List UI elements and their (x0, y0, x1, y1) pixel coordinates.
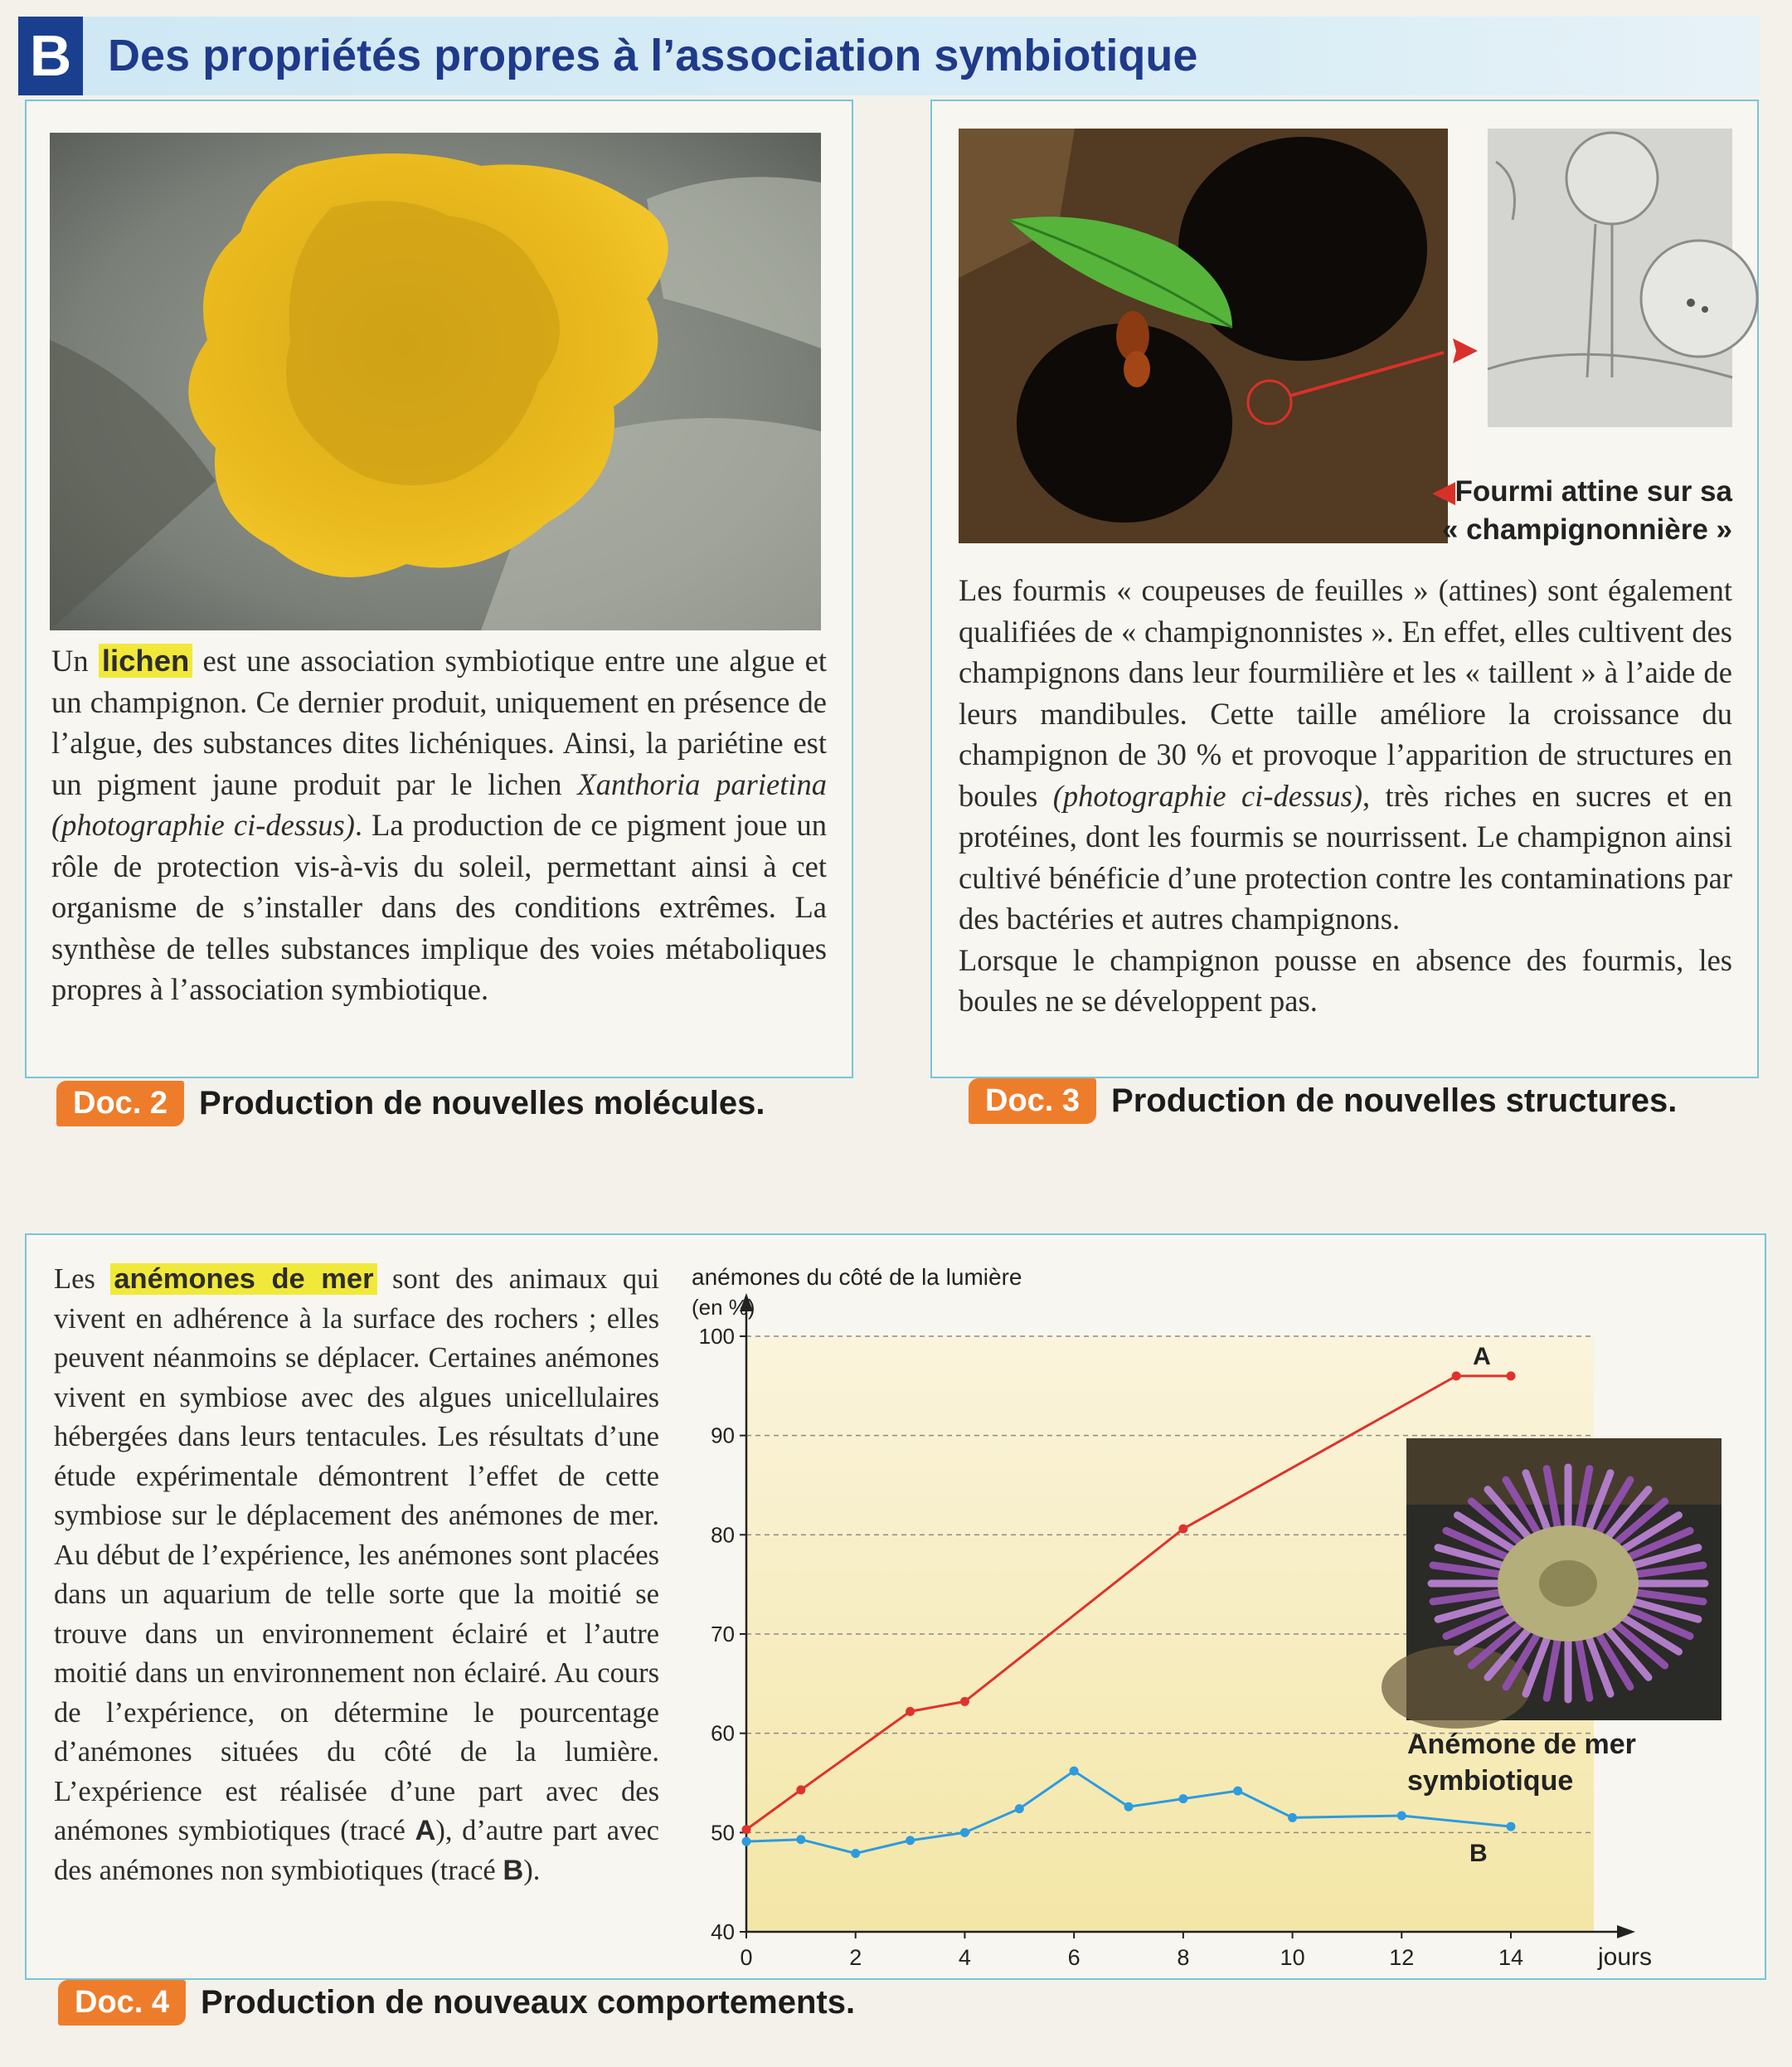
anemone-photo (1406, 1438, 1722, 1720)
series-A-point (1178, 1525, 1187, 1534)
series-b-label: B (1469, 1840, 1488, 1868)
series-B-point (960, 1828, 969, 1837)
series-B-point (851, 1849, 860, 1858)
series-B-point (1507, 1822, 1516, 1831)
keyword-anemones[interactable]: anémones de mer (110, 1263, 376, 1295)
anemone-caption-line-2: symbiotique (1407, 1765, 1574, 1797)
x-tick-label-2: 2 (849, 1945, 862, 1970)
doc3-text-last: Lorsque le champignon pousse en absence des fourmis, les boules ne se développent pas. (959, 942, 1732, 1018)
series-B-point (1397, 1811, 1406, 1820)
y-tick-label-50: 50 (711, 1820, 735, 1846)
x-tick-label-4: 4 (958, 1945, 971, 1970)
doc4-text-end: ). (523, 1854, 541, 1886)
x-tick-label-14: 14 (1498, 1945, 1524, 1970)
doc4-tag: Doc. 4 (58, 1980, 186, 2026)
doc4-label (58, 1980, 855, 2026)
caption-pointer-icon: ◀ (1433, 476, 1455, 508)
y-tick-label-100: 100 (698, 1324, 735, 1349)
doc2-text-start: Un (51, 644, 99, 678)
doc3-text-end: , très riches en sucres et en protéines, dont les fourmis se nourrissent. Le champignon ainsi cultivé bénéficie d’une protection contre les contaminations par des bactéries et autres champignons. (959, 778, 1733, 936)
section-title: Des propriétés propres à l’association symbiotique (108, 31, 1198, 80)
series-B-point (796, 1835, 805, 1844)
section-header (18, 17, 1760, 95)
doc4-title: Production de nouveaux comportements. (201, 1984, 856, 2021)
y-tick-label-90: 90 (711, 1423, 735, 1448)
series-B-point (1124, 1802, 1134, 1812)
series-a-label: A (1473, 1342, 1491, 1370)
x-tick-label-12: 12 (1389, 1945, 1415, 1970)
keyword-lichen[interactable]: lichen (99, 644, 192, 678)
doc2-title: Production de nouvelles molécules. (199, 1085, 765, 1121)
ant-photo-caption (1433, 473, 1732, 549)
doc3-text-italic: (photographie ci-dessus) (1052, 778, 1362, 813)
doc4-paragraph (54, 1260, 659, 1890)
doc3-title: Production de nouvelles structures. (1111, 1082, 1678, 1119)
trace-b-ref: B (503, 1854, 524, 1886)
trace-a-ref: A (415, 1815, 436, 1846)
x-tick-label-10: 10 (1280, 1945, 1305, 1970)
doc3-paragraph (959, 570, 1732, 1022)
y-tick-label-60: 60 (711, 1720, 735, 1746)
y-tick-label-70: 70 (711, 1622, 735, 1646)
doc2-paragraph (51, 640, 827, 1010)
section-letter: B (18, 17, 83, 95)
doc4-box (25, 1233, 1766, 1980)
series-B-point (742, 1837, 751, 1846)
series-B-point (1178, 1794, 1187, 1803)
doc2-text-end: . La production de ce pigment joue un rôle de protection vis-à-vis du soleil, permettant ainsi à cet organisme de s’installer dans des conditions extrêmes. La synthèse de telles substances implique des voies métaboliques propres à l’association symbiotique. (51, 808, 827, 1006)
lichen-photo (50, 133, 821, 630)
series-A-point (742, 1825, 751, 1834)
y-axis-label-line1: anémones du côté de la lumière (692, 1264, 1022, 1290)
arrow-icon (1453, 338, 1478, 363)
doc4-text-main: sont des animaux qui vivent en adhérence à la surface des rochers ; elles peuvent néanmoins se déplacer. Certaines anémones vivent en symbiose avec des algues unicellulaires hébergées dans leurs tentacules. Les résultats d’une étude expérimentale démontrent l’effet de cette symbiose sur le déplacement des anémones de mer. Au début de l’expérience, les anémones sont placées dans un aquarium de telle sorte que la moitié se trouve dans un environnement éclairé et l’autre moitié dans un environnement non éclairé. Au cours de l’expérience, on détermine le pourcentage d’anémones situées du côté de la lumière. L’expérience est réalisée d’une part avec des anémones symbiotiques (tracé (54, 1263, 659, 1846)
anemone-photo-caption (1407, 1726, 1636, 1799)
doc3-text-main: Les fourmis « coupeuses de feuilles » (attines) sont également qualifiées de « champignonnistes ». En effet, elles cultivent des champignons dans leur fourmilière et les « taillent » à l’aide de leurs mandibules. Cette taille améliore la croissance du champignon de 30 % et provoque l’apparition de structures en boules (959, 573, 1732, 813)
series-B-point (1070, 1767, 1079, 1776)
doc2-text-main: est une association symbiotique entre une algue et un champignon. Ce dernier produit, uniquement en présence de l’algue, des substances dites lichéniques. Ainsi, la pariétine est un pigment jaune produit par le lichen (51, 644, 827, 801)
series-B-point (1288, 1813, 1297, 1822)
doc4-text-start: Les (54, 1263, 111, 1295)
doc2-tag: Doc. 2 (56, 1081, 184, 1126)
x-tick-label-6: 6 (1067, 1945, 1081, 1970)
x-axis-arrow-icon (1617, 1925, 1635, 1938)
anemone-caption-line-1: Anémone de mer (1407, 1729, 1636, 1760)
y-axis-label-line2: (en %) (692, 1295, 755, 1320)
series-A-point (1452, 1371, 1461, 1380)
caption-line-1: Fourmi attine sur sa (1454, 475, 1732, 508)
doc2-label (56, 1081, 765, 1126)
x-tick-label-0: 0 (740, 1945, 753, 1970)
caption-line-2: « champignonnière » (1441, 513, 1732, 546)
x-tick-label-8: 8 (1177, 1945, 1190, 1970)
doc2-box (25, 100, 853, 1078)
doc4-text-mid: ), d’autre part avec des anémones non symbiotiques (tracé (54, 1815, 659, 1886)
series-A-point (960, 1697, 969, 1706)
series-A-point (796, 1785, 805, 1794)
doc3-tag: Doc. 3 (969, 1078, 1096, 1124)
doc3-box (930, 100, 1759, 1078)
y-tick-label-40: 40 (711, 1919, 735, 1944)
ant-photo (959, 129, 1448, 543)
series-B-point (906, 1836, 915, 1845)
y-tick-label-80: 80 (711, 1522, 735, 1548)
series-B-point (1233, 1787, 1242, 1796)
x-axis-label: jours (1598, 1943, 1653, 1971)
series-B-point (1015, 1804, 1024, 1813)
doc3-label (969, 1078, 1677, 1124)
fungus-micrograph (1488, 129, 1732, 427)
series-A-point (906, 1707, 915, 1716)
doc2-text-italic: Xanthoria parietina (photographie ci-dessus) (51, 766, 828, 842)
series-A-point (1507, 1371, 1516, 1380)
